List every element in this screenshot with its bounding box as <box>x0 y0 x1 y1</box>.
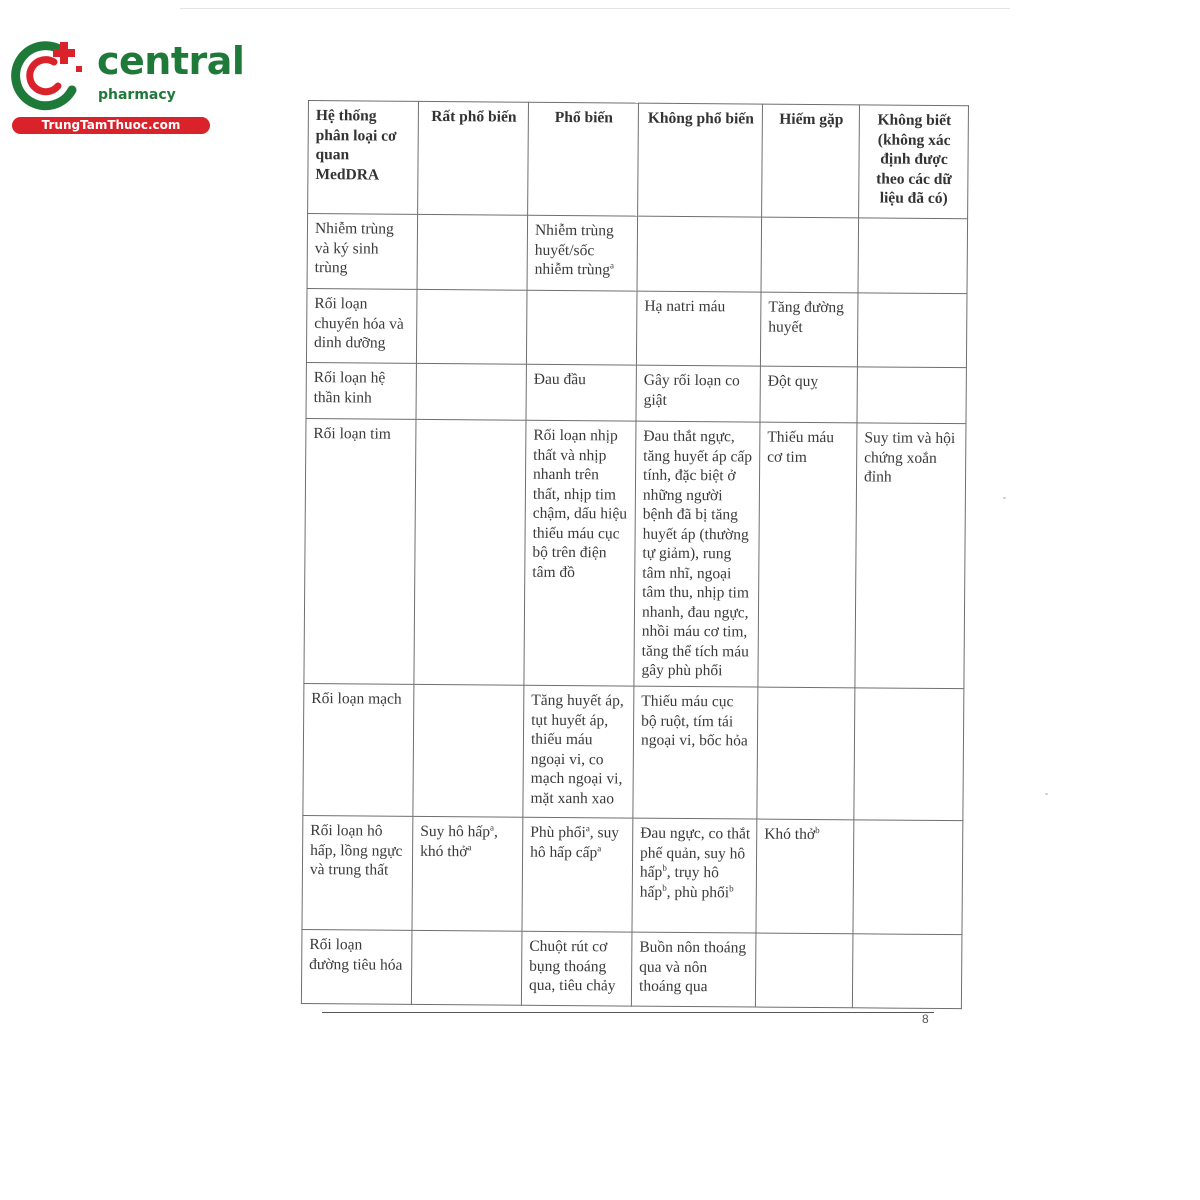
cell-rare <box>755 933 853 1008</box>
footer-rule <box>322 1012 934 1013</box>
table-row <box>303 683 964 820</box>
cell-system: Rối loạn đường tiêu hóa <box>301 929 412 1004</box>
cell-text: Phù phổi <box>530 823 586 842</box>
cell-text: , phù phổi <box>666 883 730 901</box>
table-row <box>302 815 963 934</box>
table-row <box>307 214 968 294</box>
footnote-mark: a <box>490 822 495 833</box>
footnote-mark: a <box>467 841 472 852</box>
cell-system: Rối loạn chuyển hóa và dinh dưỡng <box>306 288 417 363</box>
table-row <box>306 362 966 423</box>
brand-logo[interactable] <box>10 38 245 138</box>
cross-c-logo-icon <box>10 38 86 114</box>
cell-text: , khó thở <box>420 823 498 860</box>
cell-uncommon: Đau thắt ngực, tăng huyết áp cấp tính, đặc biệt ở những người bệnh đã bị tăng huyết áp (thường tự giảm), rung tâm nhĩ, ngoại tâm thu, nhịp tim nhanh, đau ngực, nhồi máu cơ tim, tăng thể tích máu gây phù phổi <box>634 421 760 687</box>
cell-unknown <box>853 820 963 935</box>
logo-brand-name: central <box>97 39 245 83</box>
cell-uncommon: Hạ natri máu <box>636 291 761 366</box>
page-number: 8 <box>922 1012 929 1026</box>
cell-very-common <box>411 930 522 1005</box>
cell-rare <box>757 687 855 820</box>
cell-unknown <box>854 688 964 821</box>
cell-uncommon: Thiếu máu cục bộ ruột, tím tái ngoại vi, bốc hỏa <box>633 686 758 819</box>
top-rule <box>180 8 1010 9</box>
cell-very-common <box>412 816 523 931</box>
cell-very-common <box>416 363 526 420</box>
header-rare: Hiếm gặp <box>762 104 860 218</box>
logo-url-badge[interactable]: TrungTamThuoc.com <box>12 117 210 134</box>
footnote-mark: a <box>585 823 590 834</box>
logo-subtitle: pharmacy <box>98 87 176 103</box>
table-row <box>301 929 962 1008</box>
cell-unknown <box>857 367 966 424</box>
table-row <box>306 288 967 367</box>
cell-rare: Thiếu máu cơ tim <box>758 422 857 688</box>
cell-uncommon <box>637 216 762 292</box>
cell-system: Rối loạn mạch <box>303 683 414 816</box>
scan-speck <box>1003 497 1006 499</box>
cell-system: Rối loạn hô hấp, lồng ngực và trung thất <box>302 815 413 930</box>
cell-uncommon <box>632 818 757 933</box>
cell-common: Chuột rút cơ bụng thoáng qua, tiêu chảy <box>521 931 632 1006</box>
cell-unknown: Suy tim và hội chứng xoắn đỉnh <box>855 423 966 689</box>
adverse-reactions-table <box>301 100 969 1009</box>
cell-very-common <box>416 289 527 364</box>
header-unknown: Không biết (không xác định được theo các dữ liệu đã có) <box>859 105 969 219</box>
cell-uncommon: Buồn nôn thoáng qua và nôn thoáng qua <box>631 932 756 1007</box>
cell-common: Đau đầu <box>526 364 636 421</box>
cell-system: Rối loạn hệ thần kinh <box>306 362 416 419</box>
cell-unknown <box>858 218 968 294</box>
cell-very-common <box>414 419 526 685</box>
cell-common <box>522 817 633 932</box>
cell-unknown <box>852 934 962 1009</box>
cell-common <box>527 215 638 291</box>
cell-text: Khó thở <box>764 825 816 844</box>
cell-text: , trụy hô hấp <box>639 863 719 901</box>
footnote-mark: b <box>662 862 667 873</box>
cell-text: Suy hô hấp <box>420 822 491 841</box>
table-row <box>304 418 966 688</box>
cell-uncommon: Gây rối loạn co giật <box>636 365 760 422</box>
cell-system: Rối loạn tim <box>304 418 416 684</box>
header-system: Hệ thống phân loại cơ quan MedDRA <box>308 101 419 215</box>
cell-rare <box>761 217 859 293</box>
table-header-row <box>308 101 969 219</box>
footnote-mark: b <box>662 882 667 893</box>
cell-very-common <box>413 684 524 817</box>
cell-text: Đau ngực, co thắt phế quản, suy hô hấp <box>639 824 751 881</box>
cell-unknown <box>857 293 967 368</box>
scan-speck <box>1045 793 1048 795</box>
cell-system: Nhiễm trùng và ký sinh trùng <box>307 214 418 290</box>
cell-rare: Tăng đường huyết <box>760 292 858 367</box>
cell-very-common <box>417 214 528 290</box>
cell-rare: Đột quỵ <box>760 366 857 423</box>
footnote-mark: a <box>610 260 615 271</box>
cell-common <box>526 290 637 365</box>
header-uncommon: Không phổ biến <box>638 103 763 217</box>
cell-common: Tăng huyết áp, tụt huyết áp, thiếu máu ngoại vi, co mạch ngoại vi, mặt xanh xao <box>523 685 634 818</box>
cell-common: Rối loạn nhịp thất và nhịp nhanh trên thất, nhịp tim chậm, dấu hiệu thiếu máu cục bộ trên điện tâm đồ <box>524 420 636 686</box>
header-common: Phổ biến <box>528 102 639 216</box>
cell-rare <box>756 819 854 934</box>
cell-text: , suy hô hấp cấp <box>530 824 620 861</box>
footnote-mark: b <box>815 825 820 836</box>
cell-text: Nhiễm trùng huyết/sốc nhiễm trùng <box>534 221 614 279</box>
footnote-mark: a <box>597 842 602 853</box>
header-very-common: Rất phổ biến <box>418 101 529 215</box>
footnote-mark: b <box>729 882 734 893</box>
